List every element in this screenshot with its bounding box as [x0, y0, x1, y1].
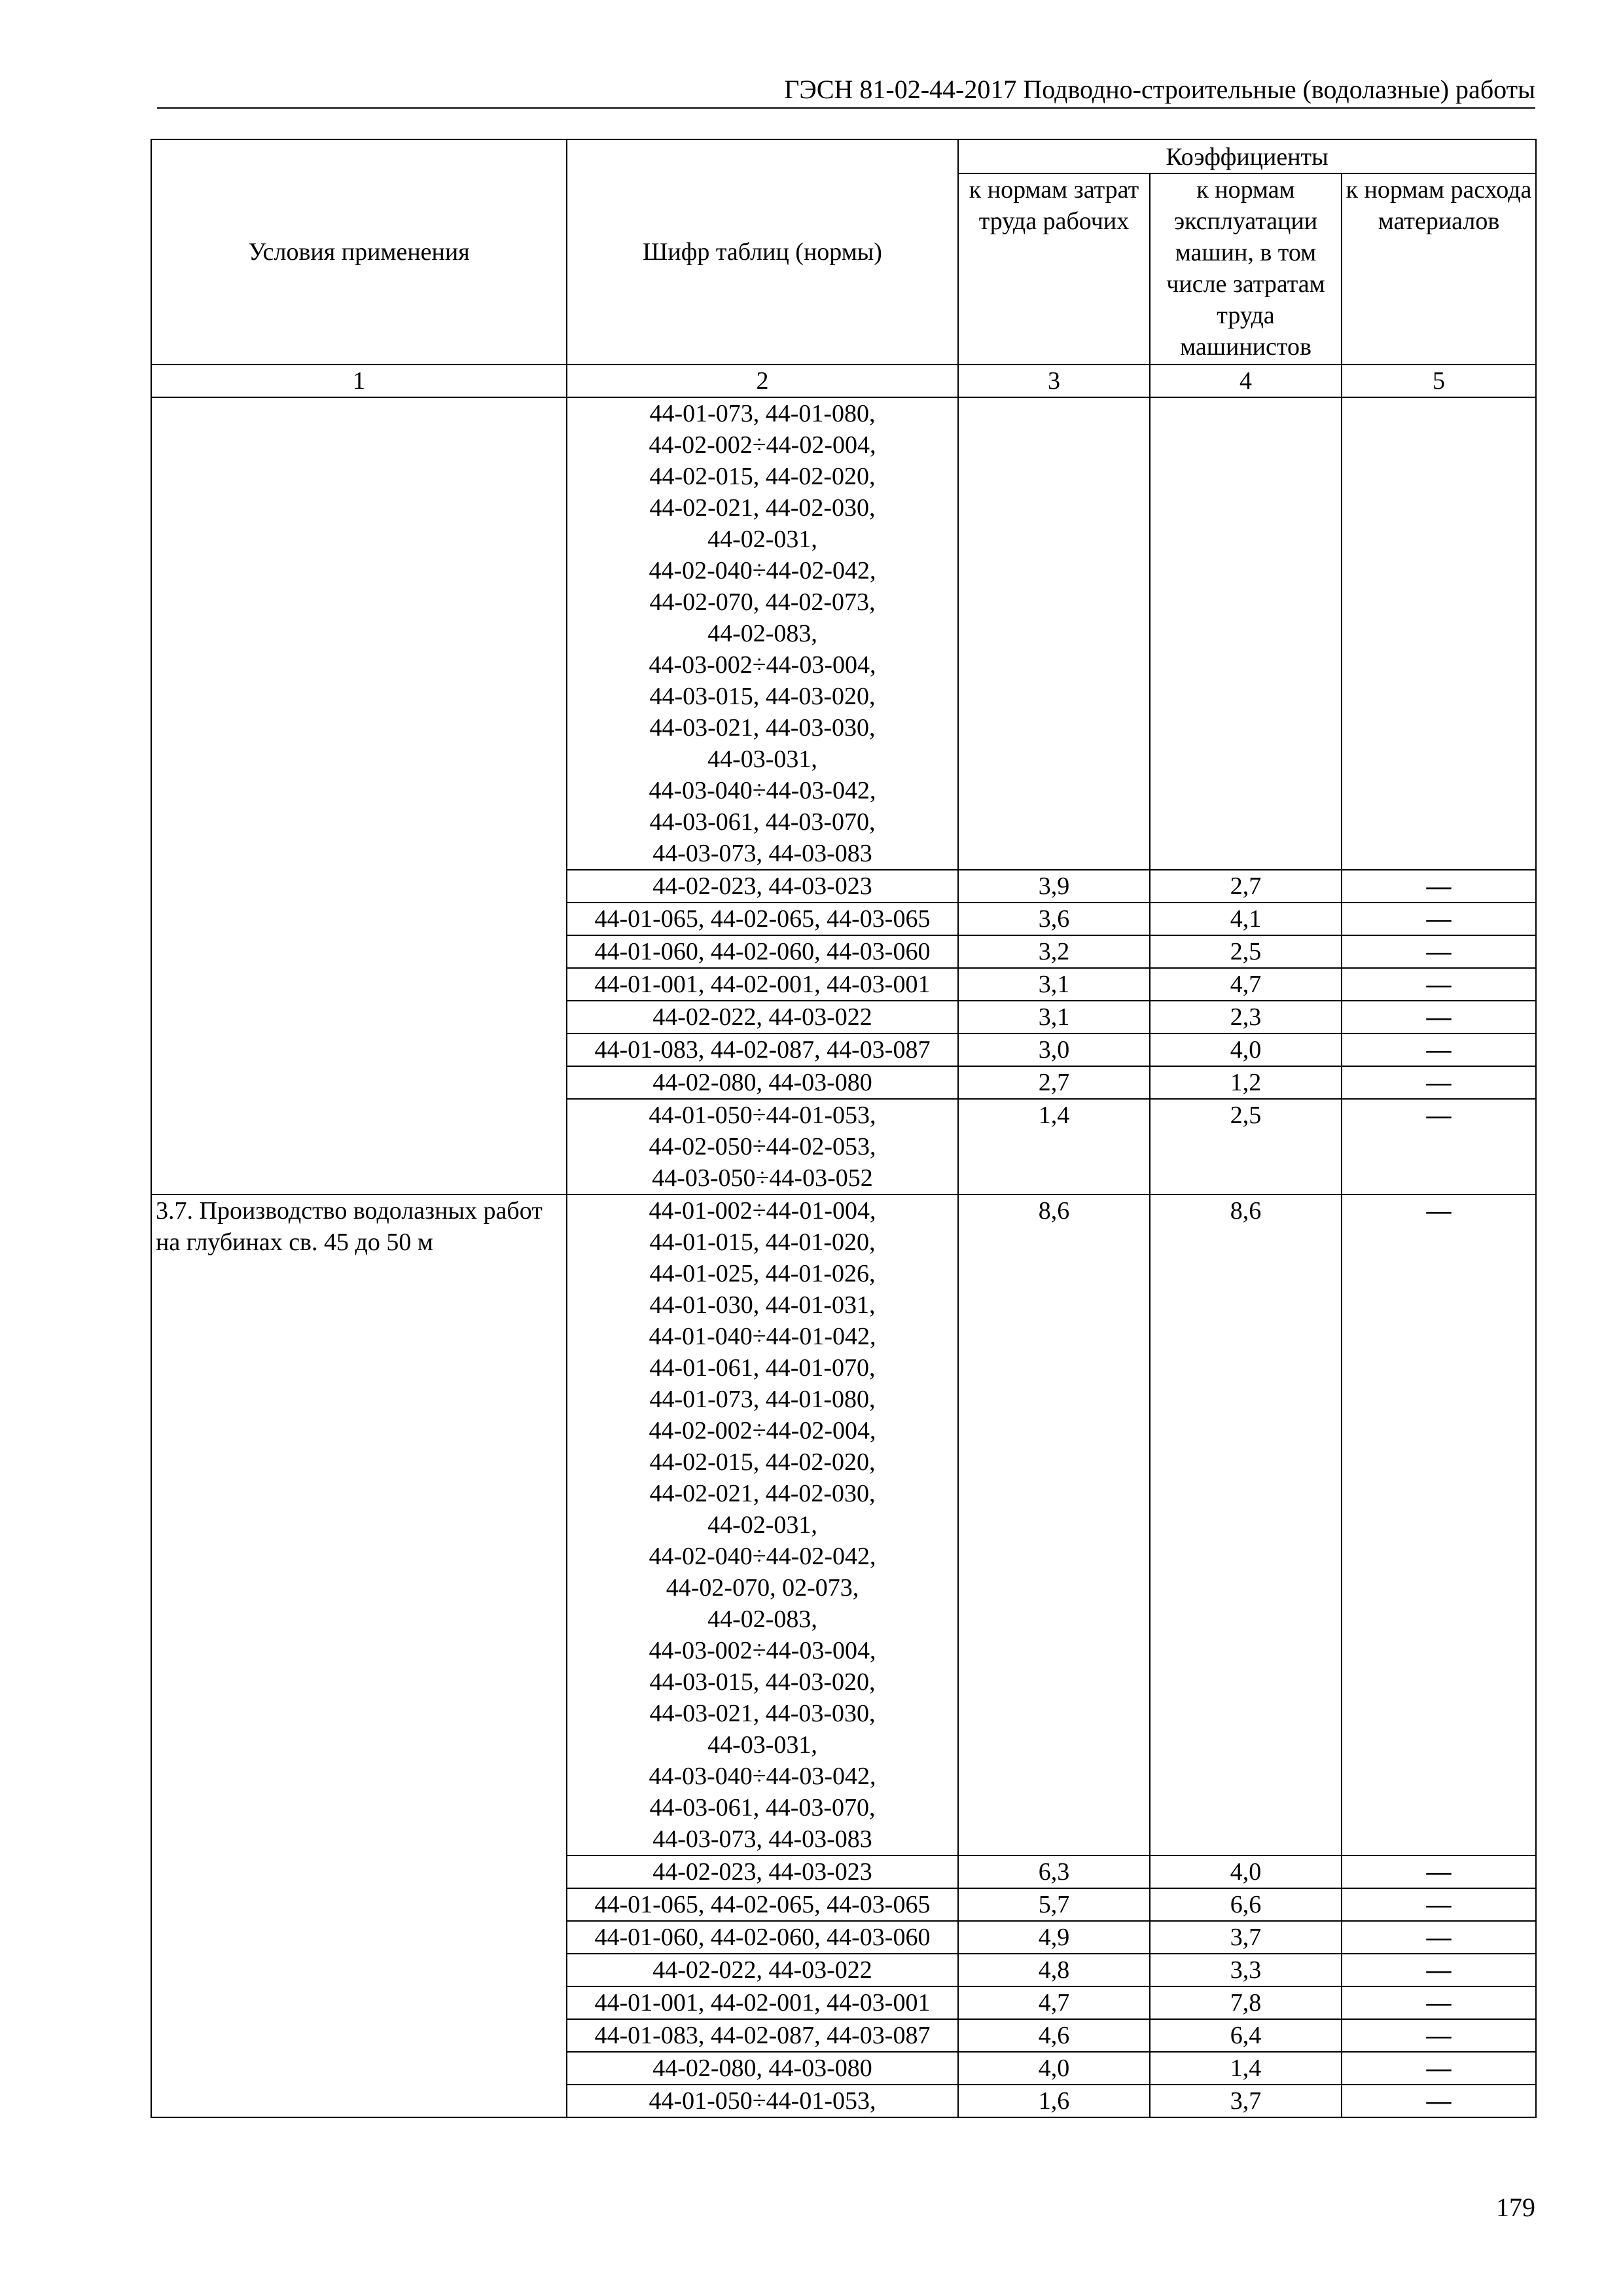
page-number: 179	[1496, 2193, 1535, 2222]
machines-coefficient-cell: 2,3	[1150, 1001, 1342, 1033]
machines-coefficient-cell: 2,7	[1150, 870, 1342, 903]
machines-coefficient-cell: 1,2	[1150, 1066, 1342, 1099]
labor-coefficient-cell: 4,9	[958, 1921, 1150, 1954]
labor-coefficient-cell: 3,6	[958, 903, 1150, 935]
coefficients-table	[151, 139, 1537, 2118]
machines-coefficient-cell: 3,7	[1150, 2085, 1342, 2117]
materials-coefficient-cell: —	[1342, 1194, 1536, 1856]
header-labor: к нормам затрат труда рабочих	[958, 173, 1150, 365]
materials-coefficient-cell: —	[1342, 1001, 1536, 1033]
materials-coefficient-cell	[1342, 397, 1536, 870]
machines-coefficient-cell: 3,3	[1150, 1954, 1342, 1986]
column-number-3: 3	[958, 365, 1150, 397]
column-number-5: 5	[1342, 365, 1536, 397]
labor-coefficient-cell: 4,6	[958, 2019, 1150, 2052]
machines-coefficient-cell: 8,6	[1150, 1194, 1342, 1856]
labor-coefficient-cell: 3,1	[958, 968, 1150, 1001]
machines-coefficient-cell: 4,0	[1150, 1856, 1342, 1888]
header-conditions: Условия применения	[151, 139, 567, 365]
labor-coefficient-cell: 3,0	[958, 1033, 1150, 1066]
codes-cell: 44-01-060, 44-02-060, 44-03-060	[567, 1921, 958, 1954]
labor-coefficient-cell: 3,2	[958, 935, 1150, 968]
codes-cell: 44-01-065, 44-02-065, 44-03-065	[567, 903, 958, 935]
codes-cell: 44-01-073, 44-01-080, 44-02-002÷44-02-004, 44-02-015, 44-02-020, 44-02-021, 44-02-030, 44-02-031, 44-02-040÷44-02-042, 44-02-070, 44-02-073, 44-02-083, 44-03-002÷44-03-004, 44-03-015, 44-03-020, 44-03-021, 44-03-030, 44-03-031, 44-03-040÷44-03-042, 44-03-061, 44-03-070, 44-03-073, 44-03-083	[567, 397, 958, 870]
labor-coefficient-cell: 4,8	[958, 1954, 1150, 1986]
machines-coefficient-cell: 1,4	[1150, 2052, 1342, 2085]
labor-coefficient-cell: 4,0	[958, 2052, 1150, 2085]
codes-cell: 44-01-065, 44-02-065, 44-03-065	[567, 1888, 958, 1921]
codes-cell: 44-01-002÷44-01-004, 44-01-015, 44-01-020, 44-01-025, 44-01-026, 44-01-030, 44-01-031, 44-01-040÷44-01-042, 44-01-061, 44-01-070, 44-01-073, 44-01-080, 44-02-002÷44-02-004, 44-02-015, 44-02-020, 44-02-021, 44-02-030, 44-02-031, 44-02-040÷44-02-042, 44-02-070, 02-073, 44-02-083, 44-03-002÷44-03-004, 44-03-015, 44-03-020, 44-03-021, 44-03-030, 44-03-031, 44-03-040÷44-03-042, 44-03-061, 44-03-070, 44-03-073, 44-03-083	[567, 1194, 958, 1856]
header-machines: к нормам эксплуатации машин, в том числе затратам труда машинистов	[1150, 173, 1342, 365]
codes-cell: 44-01-083, 44-02-087, 44-03-087	[567, 2019, 958, 2052]
labor-coefficient-cell: 1,6	[958, 2085, 1150, 2117]
labor-coefficient-cell: 1,4	[958, 1099, 1150, 1194]
labor-coefficient-cell: 8,6	[958, 1194, 1150, 1856]
table-body	[151, 397, 1536, 2117]
header-coefficients: Коэффициенты	[958, 139, 1536, 173]
machines-coefficient-cell: 4,7	[1150, 968, 1342, 1001]
codes-cell: 44-02-023, 44-03-023	[567, 1856, 958, 1888]
table-row	[151, 397, 1536, 870]
machines-coefficient-cell: 3,7	[1150, 1921, 1342, 1954]
codes-cell: 44-01-083, 44-02-087, 44-03-087	[567, 1033, 958, 1066]
labor-coefficient-cell: 4,7	[958, 1986, 1150, 2019]
machines-coefficient-cell	[1150, 397, 1342, 870]
codes-cell: 44-01-001, 44-02-001, 44-03-001	[567, 968, 958, 1001]
machines-coefficient-cell: 2,5	[1150, 935, 1342, 968]
column-number-1: 1	[151, 365, 567, 397]
column-number-2: 2	[567, 365, 958, 397]
header-rule	[157, 107, 1535, 109]
codes-cell: 44-01-050÷44-01-053, 44-02-050÷44-02-053, 44-03-050÷44-03-052	[567, 1099, 958, 1194]
codes-cell: 44-01-001, 44-02-001, 44-03-001	[567, 1986, 958, 2019]
codes-cell: 44-02-023, 44-03-023	[567, 870, 958, 903]
labor-coefficient-cell: 2,7	[958, 1066, 1150, 1099]
running-header: ГЭСН 81-02-44-2017 Подводно-строительные (водолазные) работы	[784, 75, 1535, 104]
materials-coefficient-cell: —	[1342, 1954, 1536, 1986]
condition-cell: 3.7. Производство водолазных работ на глубинах св. 45 до 50 м	[151, 1194, 567, 2117]
materials-coefficient-cell: —	[1342, 1856, 1536, 1888]
materials-coefficient-cell: —	[1342, 1986, 1536, 2019]
materials-coefficient-cell: —	[1342, 1033, 1536, 1066]
materials-coefficient-cell: —	[1342, 1921, 1536, 1954]
machines-coefficient-cell: 6,4	[1150, 2019, 1342, 2052]
materials-coefficient-cell: —	[1342, 2085, 1536, 2117]
machines-coefficient-cell: 7,8	[1150, 1986, 1342, 2019]
condition-cell	[151, 397, 567, 1194]
table-row	[151, 1194, 1536, 1856]
machines-coefficient-cell: 4,0	[1150, 1033, 1342, 1066]
machines-coefficient-cell: 4,1	[1150, 903, 1342, 935]
header-materials: к нормам расхода материалов	[1342, 173, 1536, 365]
materials-coefficient-cell: —	[1342, 2019, 1536, 2052]
codes-cell: 44-02-022, 44-03-022	[567, 1001, 958, 1033]
codes-cell: 44-02-080, 44-03-080	[567, 1066, 958, 1099]
labor-coefficient-cell: 3,1	[958, 1001, 1150, 1033]
materials-coefficient-cell: —	[1342, 1099, 1536, 1194]
materials-coefficient-cell: —	[1342, 2052, 1536, 2085]
materials-coefficient-cell: —	[1342, 935, 1536, 968]
labor-coefficient-cell	[958, 397, 1150, 870]
machines-coefficient-cell: 6,6	[1150, 1888, 1342, 1921]
labor-coefficient-cell: 6,3	[958, 1856, 1150, 1888]
materials-coefficient-cell: —	[1342, 903, 1536, 935]
materials-coefficient-cell: —	[1342, 870, 1536, 903]
codes-cell: 44-02-022, 44-03-022	[567, 1954, 958, 1986]
header-codes: Шифр таблиц (нормы)	[567, 139, 958, 365]
labor-coefficient-cell: 3,9	[958, 870, 1150, 903]
codes-cell: 44-01-050÷44-01-053,	[567, 2085, 958, 2117]
column-number-4: 4	[1150, 365, 1342, 397]
materials-coefficient-cell: —	[1342, 1888, 1536, 1921]
materials-coefficient-cell: —	[1342, 1066, 1536, 1099]
materials-coefficient-cell: —	[1342, 968, 1536, 1001]
codes-cell: 44-01-060, 44-02-060, 44-03-060	[567, 935, 958, 968]
machines-coefficient-cell: 2,5	[1150, 1099, 1342, 1194]
codes-cell: 44-02-080, 44-03-080	[567, 2052, 958, 2085]
labor-coefficient-cell: 5,7	[958, 1888, 1150, 1921]
